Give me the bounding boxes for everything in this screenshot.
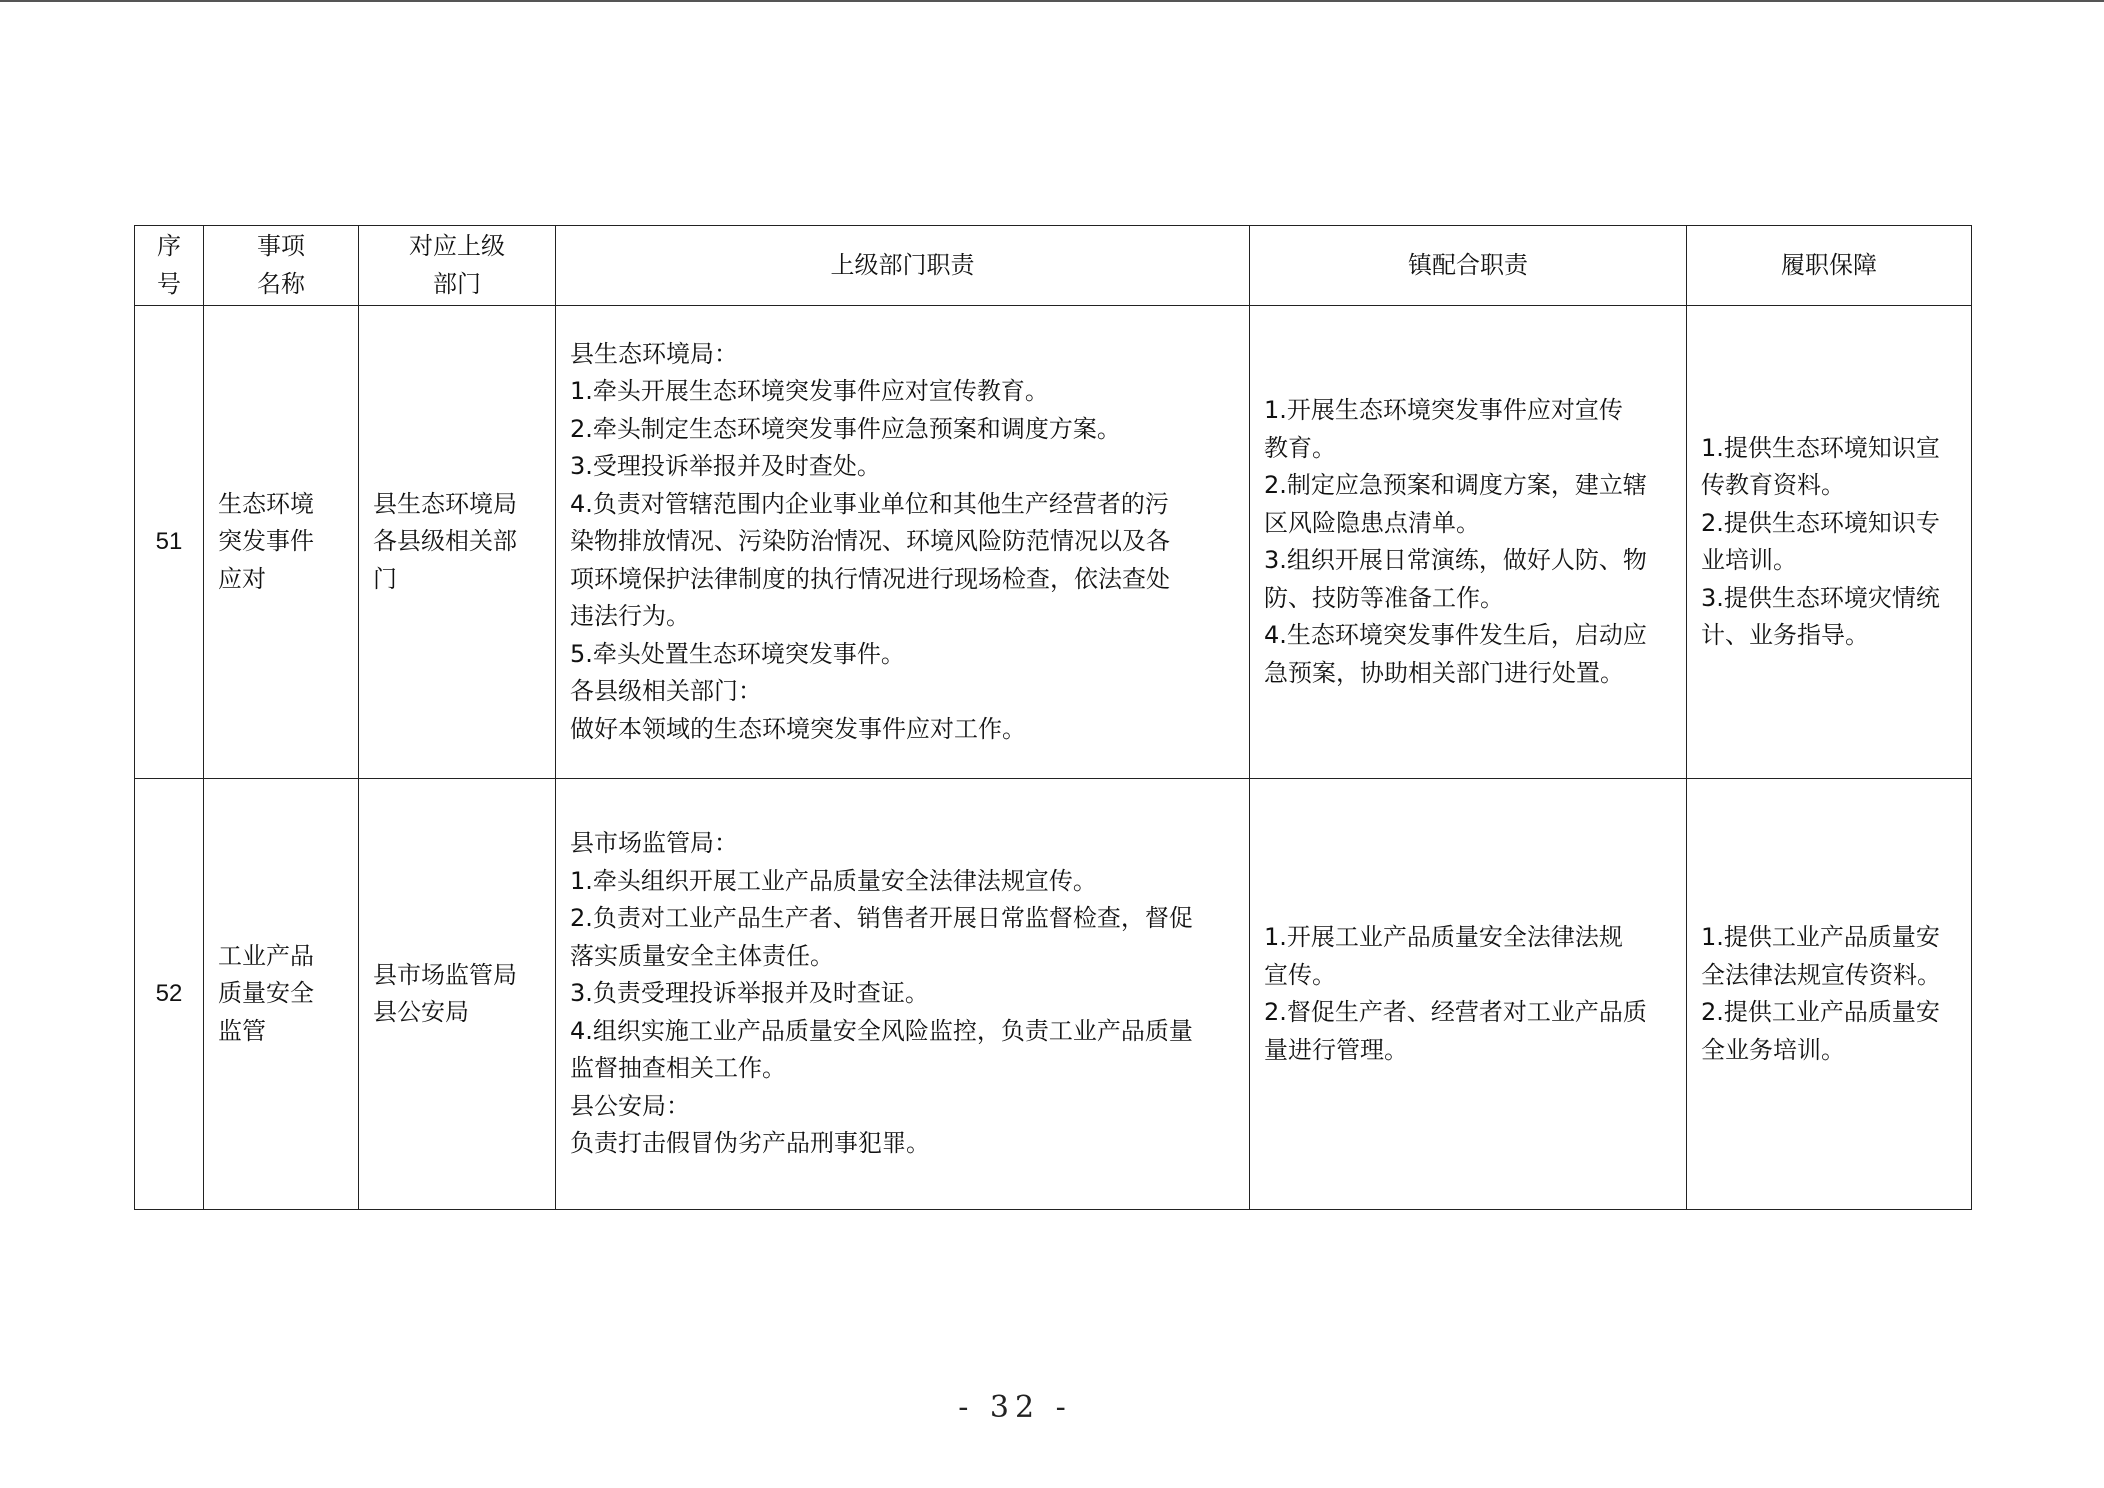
header-town-duties: 镇配合职责 (1250, 226, 1687, 306)
header-upper-duties: 上级部门职责 (556, 226, 1250, 306)
row-serial-no: 51 (135, 306, 204, 779)
row-guarantee: 1.提供生态环境知识宣 传教育资料。 2.提供生态环境知识专 业培训。 3.提供生态环境灾情统 计、业务指导。 (1687, 306, 1972, 779)
header-guarantee: 履职保障 (1687, 226, 1972, 306)
row-serial-no: 52 (135, 779, 204, 1210)
header-corresponding-dept: 对应上级 部门 (359, 226, 556, 306)
row-guarantee: 1.提供工业产品质量安 全法律法规宣传资料。 2.提供工业产品质量安 全业务培训。 (1687, 779, 1972, 1210)
row-upper-duties: 县生态环境局： 1.牵头开展生态环境突发事件应对宣传教育。 2.牵头制定生态环境突发事件应急预案和调度方案。 3.受理投诉举报并及时查处。 4.负责对管辖范围内企业事业单位和其他生产经营者的污 染物排放情况、污染防治情况、环境风险防范情况以及各 项环境保护法律制度的执行情况进行现场检查，依法查处 违法行为。 5.牵头处置生态环境突发事件。 各县级相关部门： 做好本领域的生态环境突发事件应对工作。 (556, 306, 1250, 779)
page-top-rule (0, 0, 2104, 2)
table-row (135, 779, 1972, 1210)
table-row (135, 306, 1972, 779)
header-item-name: 事项 名称 (204, 226, 359, 306)
row-item-name: 生态环境 突发事件 应对 (204, 306, 359, 779)
row-town-duties: 1.开展工业产品质量安全法律法规 宣传。 2.督促生产者、经营者对工业产品质 量进行管理。 (1250, 779, 1687, 1210)
row-town-duties: 1.开展生态环境突发事件应对宣传 教育。 2.制定应急预案和调度方案，建立辖 区风险隐患点清单。 3.组织开展日常演练，做好人防、物 防、技防等准备工作。 4.生态环境突发事件发生后，启动应 急预案，协助相关部门进行处置。 (1250, 306, 1687, 779)
header-serial-no: 序 号 (135, 226, 204, 306)
table-header-row (135, 226, 1972, 306)
row-corresponding-dept: 县市场监管局 县公安局 (359, 779, 556, 1210)
row-upper-duties: 县市场监管局： 1.牵头组织开展工业产品质量安全法律法规宣传。 2.负责对工业产品生产者、销售者开展日常监督检查，督促 落实质量安全主体责任。 3.负责受理投诉举报并及时查证。 4.组织实施工业产品质量安全风险监控，负责工业产品质量 监督抽查相关工作。 县公安局： 负责打击假冒伪劣产品刑事犯罪。 (556, 779, 1250, 1210)
duty-table (134, 225, 1972, 1210)
row-item-name: 工业产品 质量安全 监管 (204, 779, 359, 1210)
page-number: - 32 - (958, 1390, 1072, 1425)
row-corresponding-dept: 县生态环境局 各县级相关部 门 (359, 306, 556, 779)
